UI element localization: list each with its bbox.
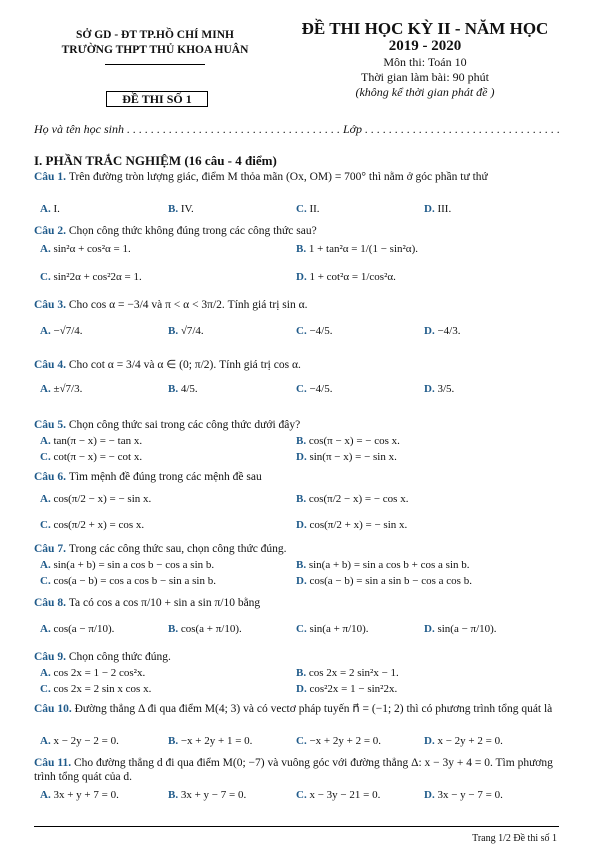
option-text: −x + 2y + 2 = 0. xyxy=(306,735,382,747)
question-number: Câu 2. xyxy=(34,225,69,237)
option-letter: A. xyxy=(40,735,51,747)
answer-option-a xyxy=(40,242,131,256)
section-title: I. PHẦN TRẮC NGHIỆM (16 câu - 4 điểm) xyxy=(34,153,277,168)
option-letter: C. xyxy=(40,271,51,283)
option-letter: A. xyxy=(40,667,51,679)
option-text: −x + 2y + 1 = 0. xyxy=(178,735,253,747)
question-number: Câu 3. xyxy=(34,299,69,311)
answer-option-b xyxy=(168,734,252,748)
option-letter: B. xyxy=(296,243,307,255)
header-right xyxy=(290,20,560,100)
question-2 xyxy=(34,224,556,238)
option-letter: C. xyxy=(40,451,51,463)
answer-option-a xyxy=(40,382,82,396)
question-text: Chọn công thức sai trong các công thức dưới đây? xyxy=(68,419,301,431)
question-number: Câu 5. xyxy=(34,419,69,431)
answer-option-d xyxy=(296,574,472,588)
answer-option-a xyxy=(40,202,60,216)
option-text: tan(π − x) = − tan x. xyxy=(50,435,143,447)
page-footer: Trang 1/2 Đề thi số 1 xyxy=(472,833,557,844)
option-letter: B. xyxy=(296,435,307,447)
header-left xyxy=(30,28,280,65)
option-letter: C. xyxy=(296,203,307,215)
option-letter: A. xyxy=(40,383,51,395)
question-11 xyxy=(34,756,556,784)
option-text: sin(a − π/10). xyxy=(434,623,497,635)
option-letter: D. xyxy=(424,203,435,215)
answer-option-c xyxy=(40,518,144,532)
answer-option-d xyxy=(424,324,460,338)
option-letter: B. xyxy=(296,493,307,505)
question-text: Tìm mệnh đề đúng trong các mệnh đề sau xyxy=(68,471,262,483)
answer-option-b xyxy=(168,788,246,802)
question-number: Câu 11. xyxy=(34,757,74,769)
answer-option-d xyxy=(424,382,454,396)
student-info-line: Họ và tên học sinh . . . . . . . . . . . . . . . . . . . . . . . . . . . . . . . . . . . . Lớp . . . . . . . . . . . . . . . . . . . . . . . . . . . . . . . . . xyxy=(34,122,561,136)
option-text: cos(π/2 − x) = − sin x. xyxy=(50,493,152,505)
answer-option-c xyxy=(40,270,142,284)
exam-code-box: ĐỀ THI SỐ 1 xyxy=(106,91,208,107)
answer-option-b xyxy=(168,324,204,338)
option-text: cos(a − b) = sin a sin b − cos a cos b. xyxy=(306,575,472,587)
question-text: Trong các công thức sau, chọn công thức đúng. xyxy=(68,543,287,555)
answer-option-a xyxy=(40,558,214,572)
option-letter: A. xyxy=(40,243,51,255)
question-text: Cho đường thẳng d đi qua điểm M(0; −7) và vuông góc với đường thẳng Δ: x − 3y + 4 = 0. Tìm phương trình tổng quát của d. xyxy=(34,757,553,783)
answer-option-b xyxy=(168,202,194,216)
answer-option-d xyxy=(424,202,451,216)
option-letter: D. xyxy=(424,325,435,337)
option-text: II. xyxy=(306,203,320,215)
option-letter: B. xyxy=(168,383,179,395)
answer-option-c xyxy=(296,788,380,802)
option-letter: A. xyxy=(40,435,51,447)
option-text: cos(a + π/10). xyxy=(178,623,242,635)
answer-option-d xyxy=(424,734,503,748)
option-letter: D. xyxy=(424,789,435,801)
option-letter: B. xyxy=(296,559,307,571)
option-text: cos(π − x) = − cos x. xyxy=(306,435,400,447)
answer-option-c xyxy=(296,202,320,216)
option-text: x − 3y − 21 = 0. xyxy=(306,789,381,801)
question-number: Câu 10. xyxy=(34,703,75,715)
option-letter: A. xyxy=(40,789,51,801)
option-text: cos(a − π/10). xyxy=(50,623,115,635)
question-4 xyxy=(34,358,556,372)
answer-option-d xyxy=(296,450,397,464)
option-text: 3/5. xyxy=(434,383,455,395)
answer-option-c xyxy=(296,734,381,748)
answer-option-a xyxy=(40,324,83,338)
option-text: sin(a + π/10). xyxy=(306,623,369,635)
option-letter: C. xyxy=(296,325,307,337)
option-text: ±√7/3. xyxy=(50,383,83,395)
option-text: 3x + y + 7 = 0. xyxy=(50,789,119,801)
option-letter: B. xyxy=(296,667,307,679)
question-text: Chọn công thức không đúng trong các công thức sau? xyxy=(68,225,317,237)
question-3 xyxy=(34,298,556,312)
question-number: Câu 4. xyxy=(34,359,69,371)
answer-option-c xyxy=(296,324,332,338)
answer-option-c xyxy=(40,574,216,588)
option-text: I. xyxy=(50,203,60,215)
option-letter: B. xyxy=(168,203,179,215)
answer-option-a xyxy=(40,666,145,680)
option-letter: A. xyxy=(40,493,51,505)
option-text: sin(a + b) = sin a cos b + cos a sin b. xyxy=(306,559,470,571)
answer-option-c xyxy=(296,382,332,396)
option-text: sin²2α + cos²2α = 1. xyxy=(50,271,142,283)
option-text: cos 2x = 1 − 2 cos²x. xyxy=(50,667,146,679)
answer-option-b xyxy=(296,666,399,680)
option-letter: C. xyxy=(40,519,51,531)
option-text: −4/5. xyxy=(306,383,333,395)
question-number: Câu 9. xyxy=(34,651,69,663)
question-5 xyxy=(34,418,556,432)
question-text: Trên đường tròn lượng giác, điểm M thỏa mãn (Ox, OM) = 700° thì nằm ở góc phần tư thứ xyxy=(68,171,488,183)
option-letter: A. xyxy=(40,203,51,215)
option-text: cot(π − x) = − cot x. xyxy=(50,451,143,463)
option-letter: D. xyxy=(296,271,307,283)
option-text: −4/5. xyxy=(306,325,333,337)
department-name: SỞ GD - ĐT TP.HỒ CHÍ MINH xyxy=(76,29,234,41)
option-text: 3x − y − 7 = 0. xyxy=(434,789,503,801)
option-text: cos(a − b) = cos a cos b − sin a sin b. xyxy=(50,575,216,587)
question-number: Câu 1. xyxy=(34,171,69,183)
answer-option-d xyxy=(424,622,497,636)
school-year: 2019 - 2020 xyxy=(388,38,462,54)
option-text: sin²α + cos²α = 1. xyxy=(50,243,131,255)
option-text: cos 2x = 2 sin²x − 1. xyxy=(306,667,399,679)
answer-option-a xyxy=(40,788,119,802)
option-text: cos 2x = 2 sin x cos x. xyxy=(50,683,152,695)
option-text: cos(π/2 − x) = − cos x. xyxy=(306,493,409,505)
option-letter: C. xyxy=(40,683,51,695)
answer-option-b xyxy=(296,434,400,448)
answer-option-b xyxy=(296,242,418,256)
option-letter: C. xyxy=(296,383,307,395)
question-1 xyxy=(34,170,556,184)
option-letter: B. xyxy=(168,735,179,747)
question-10 xyxy=(34,702,556,716)
question-number: Câu 8. xyxy=(34,597,69,609)
answer-option-a xyxy=(40,622,114,636)
question-number: Câu 6. xyxy=(34,471,69,483)
option-letter: B. xyxy=(168,789,179,801)
answer-option-d xyxy=(424,788,503,802)
answer-option-b xyxy=(296,558,470,572)
question-6 xyxy=(34,470,556,484)
option-text: −√7/4. xyxy=(50,325,83,337)
option-letter: D. xyxy=(296,519,307,531)
option-letter: D. xyxy=(296,683,307,695)
exam-duration: Thời gian làm bài: 90 phút xyxy=(361,70,489,84)
option-text: cos(π/2 + x) = − sin x. xyxy=(306,519,408,531)
option-text: 1 + cot²α = 1/cos²α. xyxy=(306,271,396,283)
answer-option-b xyxy=(168,622,242,636)
option-letter: D. xyxy=(296,575,307,587)
answer-option-b xyxy=(296,492,408,506)
subject: Môn thi: Toán 10 xyxy=(383,55,467,69)
option-letter: C. xyxy=(40,575,51,587)
question-text: Đường thẳng Δ đi qua điểm M(4; 3) và có vectơ pháp tuyến n⃗ = (−1; 2) thì có phương trình tổng quát là xyxy=(74,703,553,715)
answer-option-c xyxy=(40,450,142,464)
answer-option-c xyxy=(40,682,151,696)
option-text: x − 2y − 2 = 0. xyxy=(50,735,119,747)
question-text: Cho cot α = 3/4 và α ∈ (0; π/2). Tính giá trị cos α. xyxy=(68,359,301,371)
duration-note: (không kể thời gian phát đề ) xyxy=(355,85,495,99)
option-text: IV. xyxy=(178,203,194,215)
option-text: √7/4. xyxy=(178,325,204,337)
option-text: sin(π − x) = − sin x. xyxy=(306,451,397,463)
option-text: x − 2y + 2 = 0. xyxy=(434,735,503,747)
option-letter: A. xyxy=(40,623,51,635)
question-7 xyxy=(34,542,556,556)
option-letter: D. xyxy=(296,451,307,463)
question-number: Câu 7. xyxy=(34,543,69,555)
option-text: 1 + tan²α = 1/(1 − sin²α). xyxy=(306,243,418,255)
option-text: cos(π/2 + x) = cos x. xyxy=(50,519,145,531)
footer-divider xyxy=(34,826,559,827)
option-letter: D. xyxy=(424,735,435,747)
answer-option-a xyxy=(40,434,142,448)
answer-option-d xyxy=(296,518,407,532)
answer-option-d xyxy=(296,682,397,696)
option-letter: B. xyxy=(168,325,179,337)
question-8 xyxy=(34,596,556,610)
answer-option-a xyxy=(40,734,119,748)
school-name: TRƯỜNG THPT THỦ KHOA HUÂN xyxy=(61,44,249,56)
option-letter: D. xyxy=(424,383,435,395)
header-divider xyxy=(105,64,205,65)
option-text: sin(a + b) = sin a cos b − cos a sin b. xyxy=(50,559,215,571)
question-text: Chọn công thức đúng. xyxy=(68,651,171,663)
option-letter: C. xyxy=(296,789,307,801)
question-9 xyxy=(34,650,556,664)
option-text: III. xyxy=(434,203,452,215)
answer-option-a xyxy=(40,492,151,506)
option-letter: B. xyxy=(168,623,179,635)
option-letter: D. xyxy=(424,623,435,635)
answer-option-c xyxy=(296,622,369,636)
answer-option-b xyxy=(168,382,198,396)
option-text: −4/3. xyxy=(434,325,461,337)
option-text: 3x + y − 7 = 0. xyxy=(178,789,247,801)
question-text: Cho cos α = −3/4 và π < α < 3π/2. Tính giá trị sin α. xyxy=(68,299,308,311)
option-letter: C. xyxy=(296,623,307,635)
exam-title: ĐỀ THI HỌC KỲ II - NĂM HỌC xyxy=(301,19,549,38)
option-letter: C. xyxy=(296,735,307,747)
option-text: cos²2x = 1 − sin²2x. xyxy=(306,683,398,695)
answer-option-d xyxy=(296,270,396,284)
option-text: 4/5. xyxy=(178,383,198,395)
question-text: Ta có cos a cos π/10 + sin a sin π/10 bằng xyxy=(68,597,261,609)
option-letter: A. xyxy=(40,559,51,571)
option-letter: A. xyxy=(40,325,51,337)
